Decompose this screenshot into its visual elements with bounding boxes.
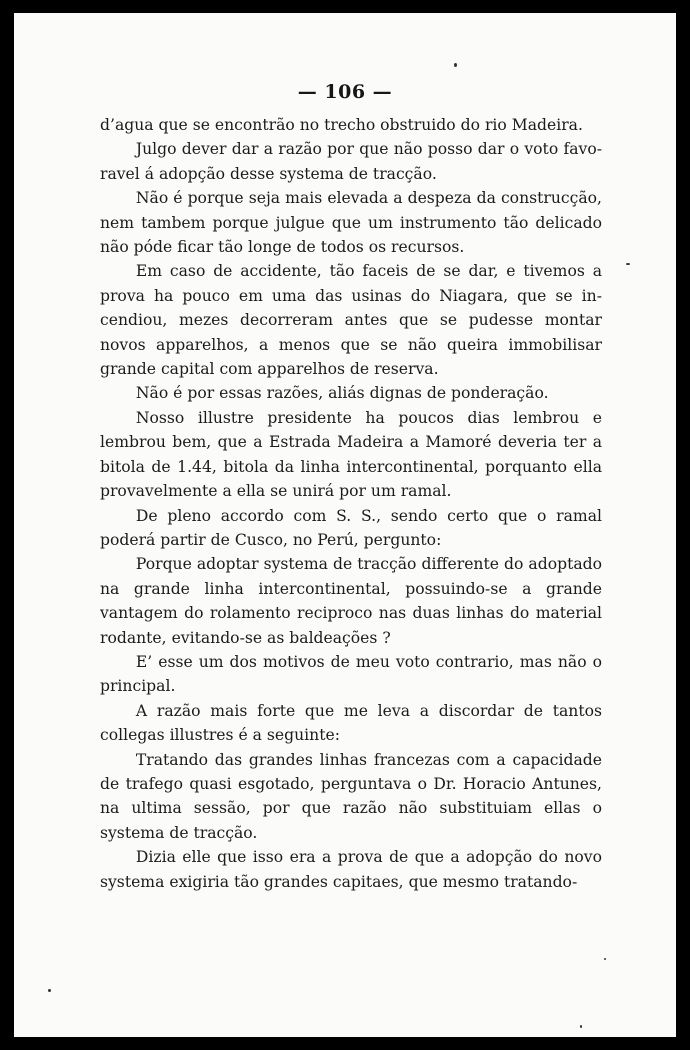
scan-speck: [454, 63, 457, 67]
scan-speck: [580, 1025, 582, 1028]
paragraph-10: A razão mais forte que me leva a discordar de tantos collegas illustres é a seguinte:: [100, 701, 602, 745]
paragraph-2: Julgo dever dar a razão por que não posso dar o voto favoravel á adopção desse systema de tracção.: [100, 140, 602, 183]
paragraph-7: De pleno accordo com S. S., sendo certo que o ramal poderá partir de Cusco, no Perú, pergunto:: [100, 506, 602, 549]
paragraph-6: Nosso illustre presidente ha poucos dias lembrou e lembrou bem, que a Estrada Madeira a Mamoré deveria ter a bitola de 1.44, bitola da linha intercontinental, porquanto ella provavelmente a ella se unirá por um ramal.: [100, 408, 602, 501]
paragraph-8: Porque adoptar systema de tracção differente do adoptado na grande linha intercontinental, possuindo-se a grande vantagem do rolamento reciproco nas duas linhas do material rodante, evitando-se as baldeações ?: [100, 555, 602, 647]
paragraph-5: Não é por essas razões, aliás dignas de ponderação.: [135, 384, 549, 403]
body-text: [100, 113, 602, 894]
paragraph-4: Em caso de accidente, tão faceis de se dar, e tivemos a prova ha pouco em uma das usinas do Niagara, que se incendiou, mezes decorreram antes que se pudesse montar novos apparelhos, a menos que se não queira immobilisar grande capital com apparelhos de reserva.: [100, 262, 602, 379]
scan-speck: [48, 989, 51, 992]
scan-speck: [604, 958, 606, 960]
paragraph-11: Tratando das grandes linhas francezas com a capacidade de trafego quasi esgotado, perguntava o Dr. Horacio Antunes, na ultima sessão, por que razão não substituiam ellas o systema de tracção.: [100, 750, 602, 842]
scan-speck: [626, 263, 630, 265]
paragraph-12: Dizia elle que isso era a prova de que a adopção do novo systema exigiria tão grandes capitaes, que mesmo tratando-: [100, 848, 602, 891]
paragraph-1: d’agua que se encontrão no trecho obstruido do rio Madeira.: [100, 116, 583, 134]
paragraph-3: Não é porque seja mais elevada a despeza da construcção, nem tambem porque julgue que um instrumento tão delicado não póde ficar tão longe de todos os recursos.: [100, 189, 602, 257]
page-number: — 106 —: [297, 81, 393, 103]
document-page: [14, 13, 676, 1037]
paragraph-9: E’ esse um dos motivos de meu voto contrario, mas não o principal.: [100, 652, 602, 696]
